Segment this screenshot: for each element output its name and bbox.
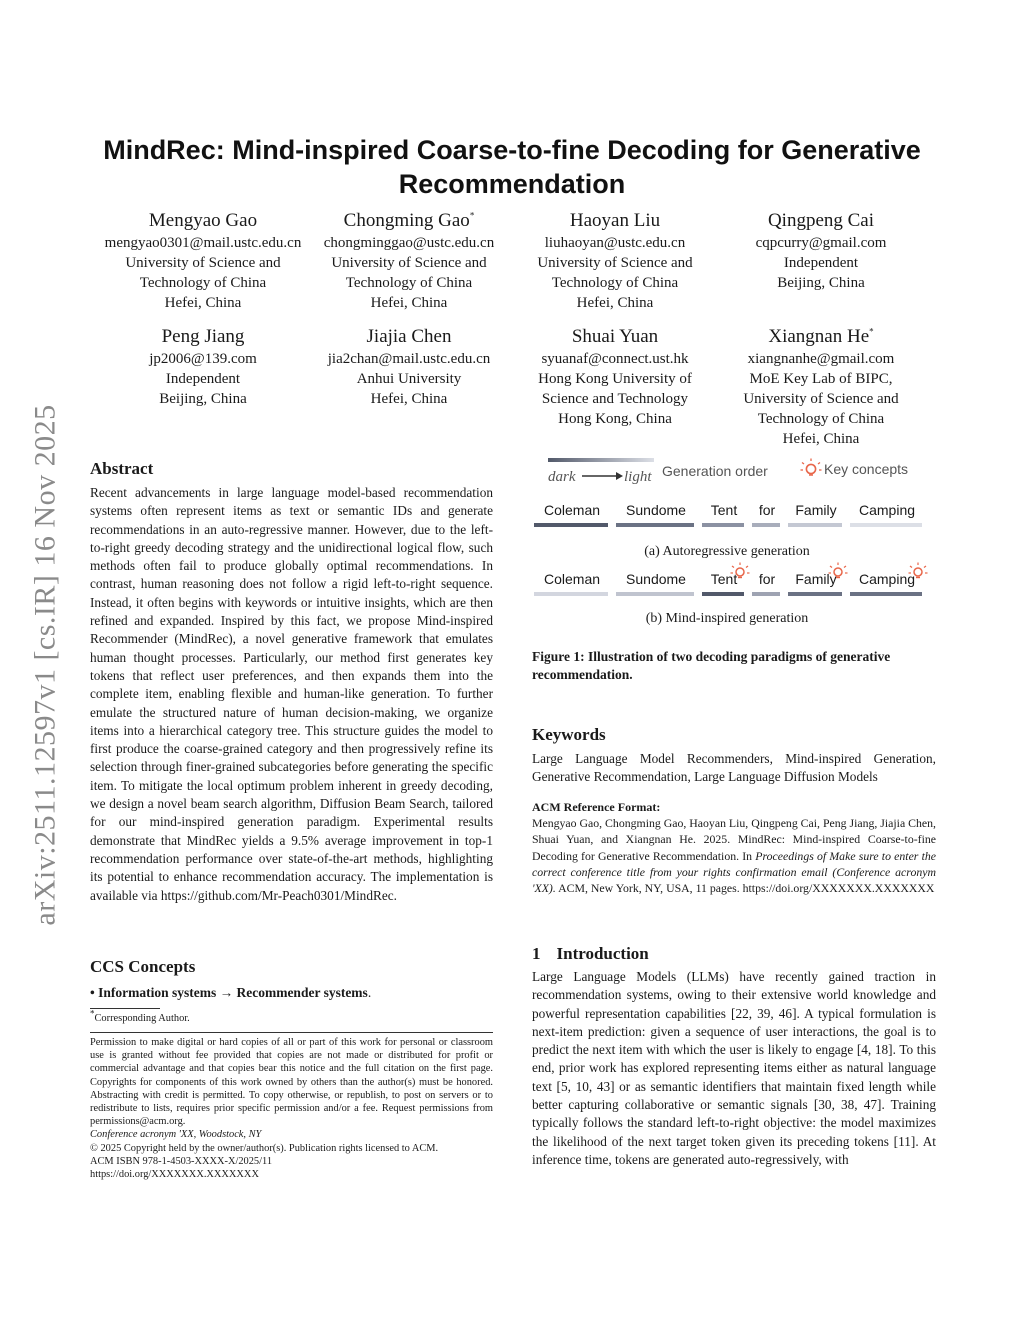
token-label: for	[758, 502, 776, 518]
author-affil: University of Science and	[743, 391, 899, 407]
corresponding-marker: *	[869, 326, 874, 337]
author-affil: Hefei, China	[370, 295, 448, 311]
introduction-heading: 1 Introduction	[532, 944, 649, 963]
token-label: Sundome	[626, 502, 686, 518]
token-order-bar	[788, 592, 842, 596]
token-order-bar	[534, 592, 608, 596]
arxiv-stamp-text: arXiv:2511.12597v1 [cs.IR] 16 Nov 2025	[29, 404, 63, 926]
author-affil: Technology of China	[551, 275, 679, 291]
token-label: Camping	[858, 571, 916, 587]
author-block	[716, 209, 926, 293]
token-label: Coleman	[543, 571, 601, 587]
author-affil: Technology of China	[757, 411, 885, 427]
token-order-bar	[702, 592, 744, 596]
author-block	[510, 325, 720, 429]
acm-reference-section	[532, 799, 936, 896]
figure-caption: Figure 1: Illustration of two decoding paradigms of generative recommendation.	[532, 649, 891, 682]
token-label: Camping	[858, 502, 916, 518]
paper-title-line1: MindRec: Mind-inspired Coarse-to-fine Decoding for Generative	[103, 135, 921, 165]
isbn-line: ACM ISBN 978-1-4503-XXXX-X/2025/11	[90, 1155, 273, 1167]
row-mind-inspired	[534, 563, 928, 597]
author-email: jp2006@139.com	[149, 351, 257, 367]
author-email: chongminggao@ustc.edu.cn	[323, 235, 495, 251]
token-label: Tent	[710, 502, 738, 518]
author-name: Haoyan Liu	[569, 210, 661, 231]
permission-rule	[90, 1032, 493, 1033]
author-block	[716, 325, 926, 449]
legend-gradient-bar	[548, 458, 654, 462]
corresponding-marker: *	[90, 1008, 95, 1019]
ccs-section	[90, 956, 493, 1002]
author-name: Shuai Yuan	[571, 326, 659, 347]
arxiv-stamp	[24, 375, 68, 955]
author-email: syuanaf@connect.ust.hk	[541, 351, 689, 367]
author-affil: Hefei, China	[370, 391, 448, 407]
token-order-bar	[616, 523, 694, 527]
keywords-text: Large Language Model Recommenders, Mind-inspired Generation, Generative Recommendation, Large Language Diffusion Models	[532, 751, 936, 785]
figure-1	[532, 455, 936, 635]
author-affil: Technology of China	[345, 275, 473, 291]
acm-reference-heading: ACM Reference Format:	[532, 800, 661, 814]
introduction-section	[532, 943, 936, 1169]
author-email: cqpcurry@gmail.com	[755, 235, 887, 251]
legend-arrow-head	[616, 472, 623, 480]
author-block	[98, 209, 308, 313]
author-affil: University of Science and	[331, 255, 487, 271]
author-email: liuhaoyan@ustc.edu.cn	[544, 235, 686, 251]
author-affil: Independent	[783, 255, 859, 271]
corresponding-footnote	[90, 1008, 493, 1025]
token-label: Family	[795, 571, 837, 587]
token-label: Sundome	[626, 571, 686, 587]
author-affil: Technology of China	[139, 275, 267, 291]
caption-a: (a) Autoregressive generation	[644, 544, 810, 559]
author-affil: Hefei, China	[164, 295, 242, 311]
abstract-heading: Abstract	[90, 459, 154, 478]
author-block	[510, 209, 720, 313]
footnote-rule	[90, 1008, 160, 1009]
key-concept-icon	[801, 459, 822, 476]
author-email: xiangnanhe@gmail.com	[747, 351, 895, 367]
author-name: Chongming Gao*	[343, 210, 475, 231]
author-name: Peng Jiang	[161, 326, 245, 347]
token-order-bar	[788, 523, 842, 527]
keywords-section	[532, 724, 936, 787]
author-affil: Beijing, China	[159, 391, 247, 407]
author-affil: Beijing, China	[777, 275, 865, 291]
paper-title-line2: Recommendation	[398, 169, 626, 199]
token-order-bar	[752, 523, 780, 527]
ccs-heading: CCS Concepts	[90, 957, 196, 976]
author-affil: Science and Technology	[541, 391, 689, 407]
paper-title	[80, 133, 944, 201]
token-label: Tent	[710, 571, 738, 587]
author-block	[98, 325, 308, 409]
legend-light-label: light	[624, 469, 652, 485]
author-affil: University of Science and	[125, 255, 281, 271]
token-order-bar	[702, 523, 744, 527]
author-affil: Anhui University	[356, 371, 462, 387]
author-affil: MoE Key Lab of BIPC,	[749, 371, 893, 387]
copyright-line: © 2025 Copyright held by the owner/author(s). Publication rights licensed to ACM.	[90, 1142, 439, 1154]
author-affil: Hong Kong University of	[538, 371, 692, 387]
token-order-bar	[850, 523, 922, 527]
figure-1-svg	[532, 455, 936, 635]
introduction-text: Large Language Models (LLMs) have recently gained traction in recommendation systems, owing to their extensive world knowledge and powerful representation capabilities [22, 39, 46]. A typical formulation is next-item prediction: given a sequence of user interactions, the goal is to predict the next item with which the user is likely to engage [4, 18]. To this end, prior work has explored representing items either as natural language text [5, 10, 43] or as semantic identifiers that maintain fixed length while better capturing collaborative or semantic signals [30, 38, 47]. Training typically follows the standard left-to-right objective: the model maximizes the likelihood of the next target token given its preceding tokens [11]. At inference time, tokens are generated auto-regressively, with	[532, 969, 936, 1167]
author-affil: Independent	[165, 371, 241, 387]
author-affil: Hong Kong, China	[558, 411, 672, 427]
author-name: Xiangnan He*	[768, 326, 874, 347]
legend-order-label: Generation order	[662, 463, 768, 479]
author-name: Mengyao Gao	[148, 210, 258, 231]
legend-key-label: Key concepts	[824, 461, 909, 477]
author-name: Qingpeng Cai	[767, 210, 875, 231]
token-label: for	[758, 571, 776, 587]
author-affil: Hefei, China	[782, 431, 860, 447]
permission-block	[90, 1036, 493, 1181]
caption-b: (b) Mind-inspired generation	[645, 611, 809, 626]
corresponding-marker: *	[469, 210, 475, 221]
token-order-bar	[534, 523, 608, 527]
acm-reference-text: Mengyao Gao, Chongming Gao, Haoyan Liu, Qingpeng Cai, Peng Jiang, Jiajia Chen, Shuai Yuan, and Xiangnan He. 2025. MindRec: Mind-inspired Coarse-to-fine Decoding for Generative Recommendation. In Proceedings of Make sure to enter the correct conference title from your rights confirmation email (Conference acronym 'XX). ACM, New York, NY, USA, 11 pages. https://doi.org/XXXXXXX.XXXXXXX	[532, 816, 936, 896]
author-affil: University of Science and	[537, 255, 693, 271]
author-name: Jiajia Chen	[366, 326, 452, 347]
corresponding-note: Corresponding Author.	[94, 1013, 190, 1024]
ccs-item: • Information systems → Recommender systems.	[90, 985, 372, 1000]
author-block	[304, 209, 514, 313]
token-label: Family	[795, 502, 837, 518]
token-order-bar	[850, 592, 922, 596]
abstract-section	[90, 458, 493, 905]
conference-line: Conference acronym 'XX, Woodstock, NY	[90, 1129, 262, 1141]
token-order-bar	[752, 592, 780, 596]
author-block	[304, 325, 514, 409]
legend-dark-label: dark	[548, 469, 576, 485]
row-autoregressive	[534, 502, 922, 527]
doi-link[interactable]: https://doi.org/XXXXXXX.XXXXXXX	[90, 1169, 259, 1181]
author-email: mengyao0301@mail.ustc.edu.cn	[104, 235, 302, 251]
abstract-text: Recent advancements in large language model-based recommendation systems often represent items as text or semantic IDs and generate recommendations in an auto-regressive manner. However, due to the left-to-right greedy decoding strategy and the unidirectional logical flow, such methods often fail to produce globally optimal recommendations. In contrast, human reasoning does not follow a rigid left-to-right sequence. Instead, it often begins with keywords or intuitive insights, which are then refined and expanded. Inspired by this fact, we propose Mind-inspired Recommender (MindRec), a novel generative framework that emulates human thought processes. Particularly, our method first generates key tokens that reflect user preferences, and then expands them into the complete item, enabling flexible and human-like generation. To further emulate the structured nature of human decision-making, we organize items into a hierarchical category tree. This structure guides the model to first produce the coarse-grained category and then progressively refine its selection through finer-grained subcategories before generating the specific item. To mitigate the local optimum problem inherent in greedy decoding, we design a novel beam search algorithm, Diffusion Beam Search, tailored for our mind-inspired generation paradigm. Experimental results demonstrate that MindRec yields a 9.5% average improvement in top-1 recommendation performance over state-of-the-art methods, highlighting its potential to enhance recommendation accuracy. The implementation is available via https://github.com/Mr-Peach0301/MindRec.	[90, 485, 493, 903]
figure-caption-block	[532, 648, 936, 684]
author-affil: Hefei, China	[576, 295, 654, 311]
permission-text: Permission to make digital or hard copies of all or part of this work for personal or classroom use is granted without fee provided that copies are not made or distributed for profit or commercial advantage and that copies bear this notice and the full citation on the first page. Copyrights for components of this work owned by others than the author(s) must be honored. Abstracting with credit is permitted. To copy otherwise, or republish, to post on servers or to redistribute to lists, requires prior specific permission and/or a fee. Request permissions from permissions@acm.org.	[90, 1037, 493, 1128]
keywords-heading: Keywords	[532, 725, 606, 744]
token-label: Coleman	[543, 502, 601, 518]
author-email: jia2chan@mail.ustc.edu.cn	[327, 351, 491, 367]
token-order-bar	[616, 592, 694, 596]
